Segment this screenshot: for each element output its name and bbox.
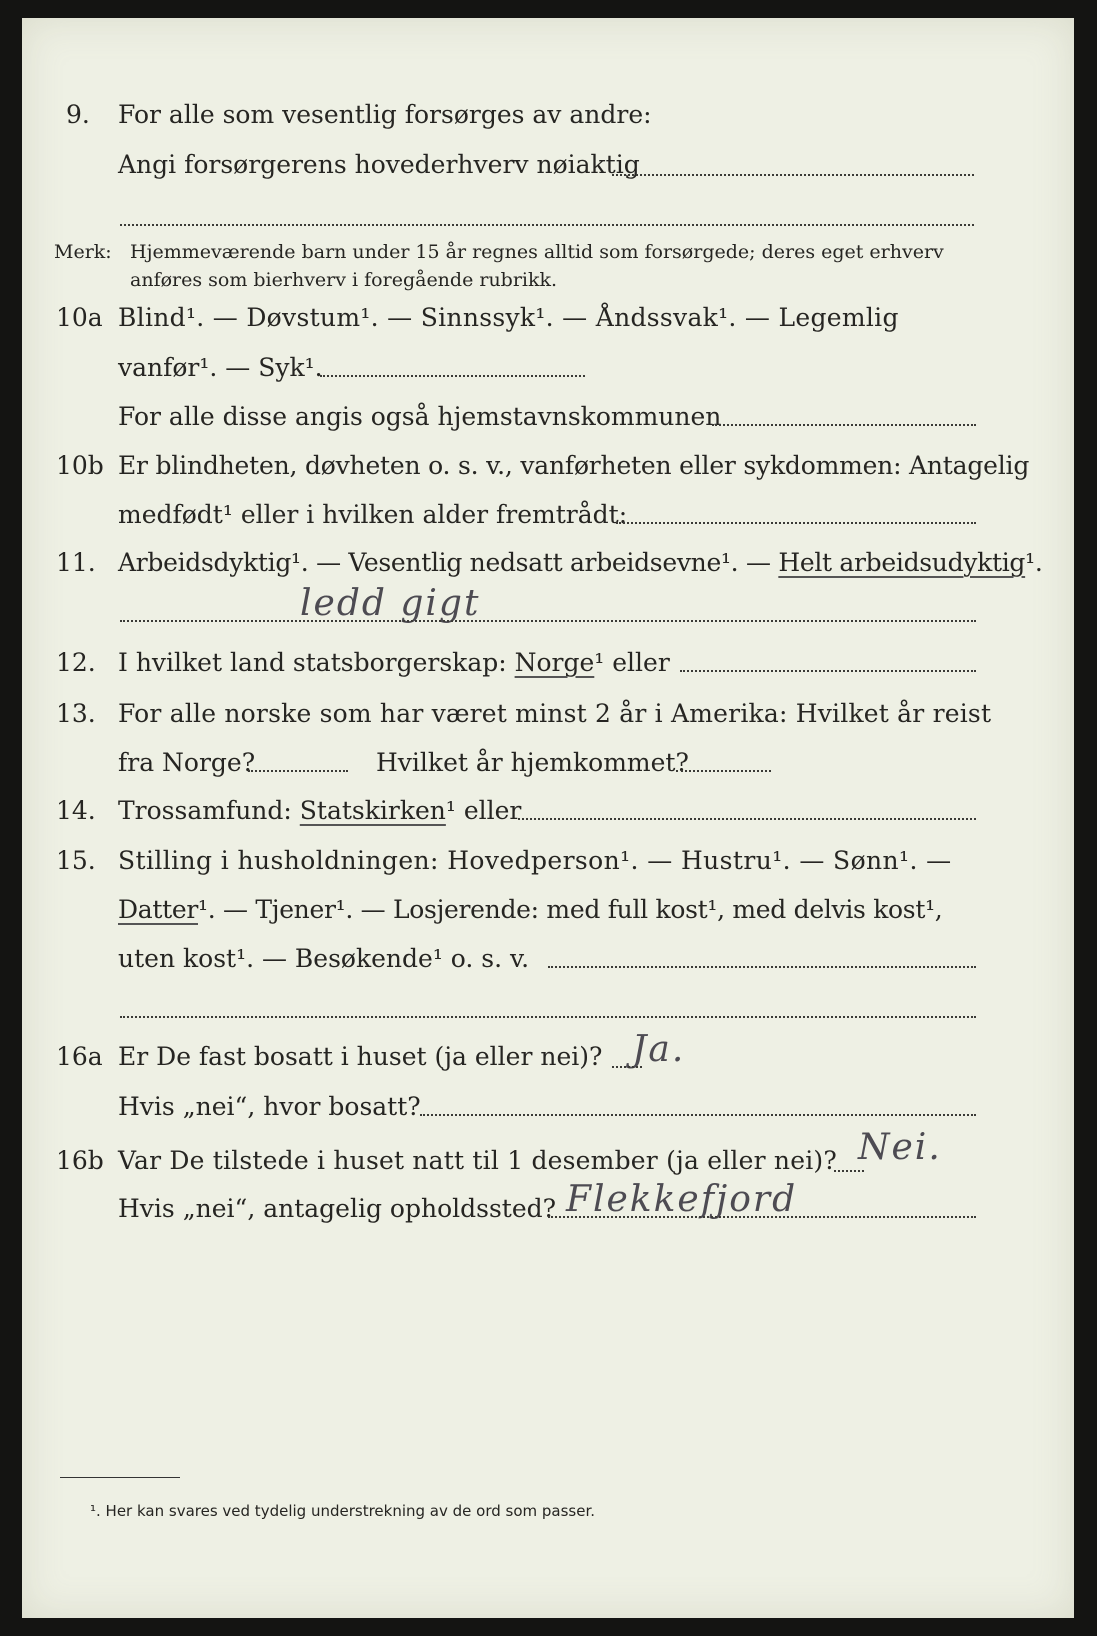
q9-number: 9. — [66, 100, 90, 129]
q12-number: 12. — [56, 648, 96, 677]
q15-number: 15. — [56, 846, 96, 875]
q16a-residence-line — [420, 1114, 976, 1116]
q15-line1: Stilling i husholdningen: Hovedperson¹. — Hustru¹. — Sønn¹. — — [118, 846, 952, 875]
q14-line — [118, 796, 521, 826]
q13-line1: For alle norske som har været minst 2 år i Amerika: Hvilket år reist — [118, 699, 992, 728]
q12-selected-norge: Norge — [514, 648, 595, 677]
q9-line2: Angi forsørgerens hovederhverv nøiaktig — [118, 150, 640, 179]
q9-answer-line — [612, 174, 974, 176]
q12-line — [118, 648, 670, 678]
q16b-number: 16b — [56, 1146, 104, 1175]
q16a-answer-line — [612, 1066, 642, 1068]
q15-extra-line — [120, 1016, 976, 1018]
q16b-location-line — [548, 1216, 976, 1218]
q16a-line2: Hvis „nei“, hvor bosatt? — [118, 1092, 421, 1121]
q16a-handwritten-answer: Ja. — [632, 1029, 686, 1070]
q10b-line1: Er blindheten, døvheten o. s. v., vanførheten eller sykdommen: Antagelig — [118, 451, 1030, 480]
q16a-number: 16a — [56, 1042, 103, 1071]
q14-answer-line — [518, 818, 976, 820]
q13-line2b: Hvilket år hjemkommet? — [376, 748, 689, 777]
q13-number: 13. — [56, 699, 96, 728]
q14-or: ¹ eller — [445, 796, 522, 825]
q11-handwritten-answer: ledd gigt — [300, 583, 481, 624]
q11-options: Arbeidsdyktig¹. — Vesentlig nedsatt arbeidsevne¹. — — [118, 548, 779, 577]
q11-number: 11. — [56, 548, 96, 577]
q14-selected-statskirken: Statskirken — [299, 796, 446, 825]
q13-line2a: fra Norge? — [118, 748, 256, 777]
q11-selected-option: Helt arbeidsudyktig — [778, 548, 1026, 577]
q16b-handwritten-answer: Nei. — [858, 1127, 942, 1168]
q10a-line1: Blind¹. — Døvstum¹. — Sinnssyk¹. — Åndssvak¹. — Legemlig — [118, 303, 899, 332]
q10a-sick-answer-line — [320, 375, 585, 377]
merk-line2: anføres som bierhverv i foregående rubrikk. — [130, 269, 558, 291]
q15-answer-line — [548, 966, 976, 968]
q10b-number: 10b — [56, 451, 104, 480]
q10b-line2: medfødt¹ eller i hvilken alder fremtrådt: — [118, 500, 628, 529]
q15-line3: uten kost¹. — Besøkende¹ o. s. v. — [118, 944, 530, 973]
q16a-line1: Er De fast bosatt i huset (ja eller nei)? — [118, 1042, 603, 1071]
q14-number: 14. — [56, 796, 96, 825]
q16b-handwritten-location: Flekkefjord — [566, 1179, 798, 1220]
q9-line1: For alle som vesentlig forsørges av andre: — [118, 100, 652, 129]
q15-selected-datter: Datter — [118, 895, 198, 924]
q16b-answer-line — [834, 1170, 864, 1172]
q12-answer-line — [680, 670, 976, 672]
q15-line2 — [118, 895, 942, 925]
merk-line1: Hjemmeværende barn under 15 år regnes alltid som forsørgede; deres eget erhverv — [130, 241, 944, 263]
q12-or: ¹ eller — [594, 648, 670, 677]
q10a-line2: vanfør¹. — Syk¹. — [118, 353, 323, 382]
merk-label: Merk: — [54, 241, 112, 263]
q10a-number: 10a — [56, 303, 103, 332]
q11-footnote-mark: ¹. — [1025, 548, 1043, 577]
q12-question: I hvilket land statsborgerskap: — [118, 648, 515, 677]
q13-emigrated-line — [248, 770, 348, 772]
q14-question: Trossamfund: — [118, 796, 300, 825]
q16b-line1: Var De tilstede i huset natt til 1 desember (ja eller nei)? — [118, 1146, 837, 1175]
q16b-line2: Hvis „nei“, antagelig opholdssted? — [118, 1194, 557, 1223]
q10a-line3: For alle disse angis også hjemstavnskommunen — [118, 402, 722, 431]
q10a-municipality-line — [712, 424, 976, 426]
footnote-rule — [60, 1477, 180, 1478]
q11-line1 — [118, 548, 1043, 578]
q9-extra-line — [120, 224, 974, 226]
q15-line2-options: ¹. — Tjener¹. — Losjerende: med full kost¹, med delvis kost¹, — [198, 895, 943, 924]
footnote: ¹. Her kan svares ved tydelig understrekning av de ord som passer. — [90, 1502, 596, 1520]
q10b-answer-line — [616, 522, 976, 524]
q13-returned-line — [676, 770, 771, 772]
q11-answer-line — [120, 620, 976, 622]
